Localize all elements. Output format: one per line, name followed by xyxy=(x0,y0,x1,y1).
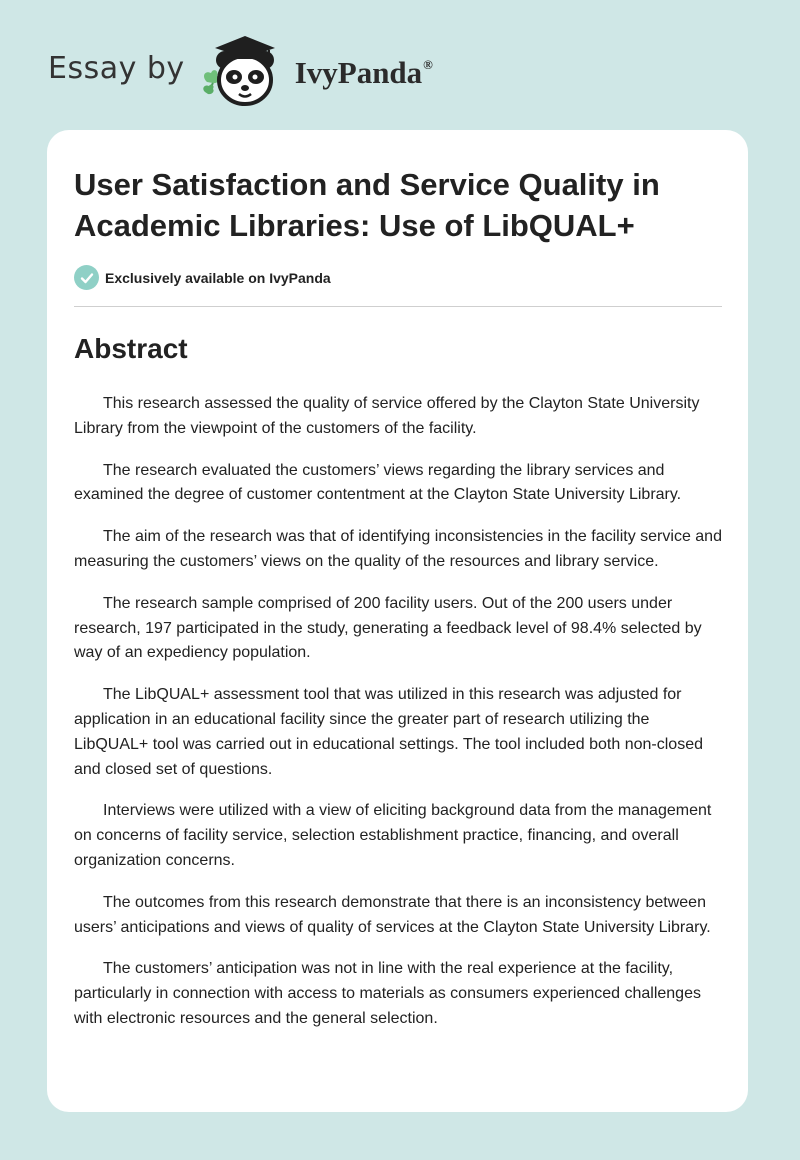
brand-name-text: IvyPanda xyxy=(294,55,423,90)
registered-mark: ® xyxy=(423,57,433,72)
divider xyxy=(74,306,722,307)
paragraph: The research evaluated the customers’ views regarding the library services and examined the degree of customer contentment at the Clayton State University Library. xyxy=(74,461,682,504)
paragraph: The LibQUAL+ assessment tool that was utilized in this research was adjusted for application in an educational facility since the greater part of research utilizing the LibQUAL+ tool was carried out in educational settings. The tool included both non-closed and closed set of questions. xyxy=(74,686,703,778)
exclusive-badge xyxy=(74,265,722,290)
essay-title: User Satisfaction and Service Quality in Academic Libraries: Use of LibQUAL+ xyxy=(74,167,660,243)
site-header xyxy=(48,30,433,110)
paragraph: Interviews were utilized with a view of eliciting background data from the management on concerns of facility service, selection establishment practice, financing, and overall organization concerns. xyxy=(74,802,712,869)
paragraph: This research assessed the quality of service offered by the Clayton State University Library from the viewpoint of the customers of the facility. xyxy=(74,395,700,437)
paragraph: The customers’ anticipation was not in line with the real experience at the facility, particularly in connection with access to materials as consumers experienced challenges with electronic resources and the general selection. xyxy=(74,960,701,1027)
essay-card xyxy=(47,130,748,1112)
abstract-body xyxy=(74,392,722,1032)
check-circle-icon xyxy=(74,265,99,290)
exclusive-badge-text: Exclusively available on IvyPanda xyxy=(105,269,331,286)
panda-graduate-logo-icon[interactable] xyxy=(199,30,291,110)
brand-name[interactable] xyxy=(295,55,433,91)
paragraph: The outcomes from this research demonstrate that there is an inconsistency between users’ anticipations and views of quality of services at the Clayton State University Library. xyxy=(74,893,711,936)
paragraph: The research sample comprised of 200 facility users. Out of the 200 users under research, 197 participated in the study, generating a feedback level of 98.4% selected by way of an expediency population. xyxy=(74,594,702,662)
section-heading: Abstract xyxy=(74,333,188,364)
paragraph: The aim of the research was that of identifying inconsistencies in the facility service and measuring the customers’ views on the quality of the resources and library service. xyxy=(74,528,722,570)
essay-by-label: Essay by xyxy=(48,50,185,86)
